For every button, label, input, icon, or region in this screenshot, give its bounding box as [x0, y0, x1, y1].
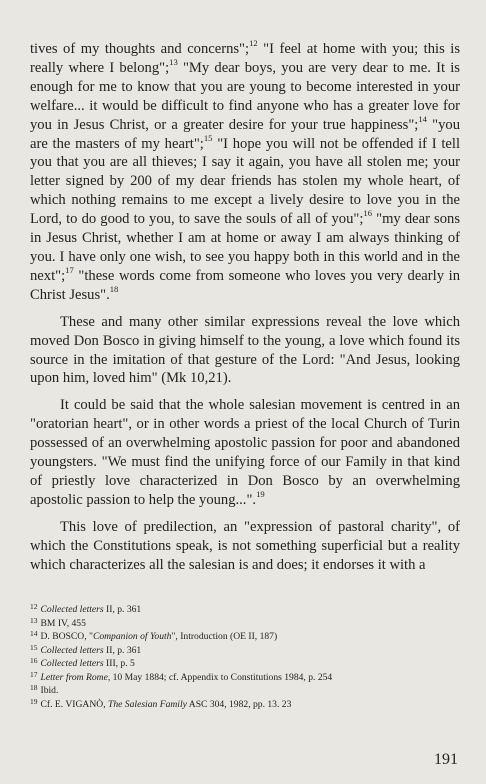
- footnote-ref: 12: [249, 38, 258, 49]
- italic-text: Letter from Rome: [40, 671, 108, 683]
- text-run: II, p. 361: [103, 644, 142, 656]
- footnote: [30, 617, 460, 631]
- text-run: BM IV, 455: [40, 617, 86, 629]
- footnote-number: 17: [30, 669, 38, 679]
- text-run: II, p. 361: [103, 604, 142, 615]
- text-run: tives of my thoughts and concerns";: [30, 41, 250, 57]
- text-run: , 10 May 1884; cf. Appendix to Constitutions 1984, p. 254: [107, 671, 333, 683]
- footnote-number: 14: [30, 629, 38, 638]
- italic-text: Collected letters: [40, 644, 104, 656]
- footnote: [30, 684, 460, 698]
- footnote-ref: 14: [418, 113, 427, 124]
- page-number: 191: [434, 751, 458, 768]
- footnote-number: 16: [30, 656, 38, 665]
- paragraph: [30, 396, 460, 509]
- paragraph: [30, 40, 460, 305]
- italic-text: Collected letters: [40, 604, 104, 615]
- text-run: "I hope you will not be offended if I tell you that you are all thieves; I say it again, you have all stolen me; your letter signed by 200 of my dear friends has stolen my whole heart, of which nothing remains to me except a lively desire to love you in the Lord, to do good to you, to save the souls of all of you";: [30, 135, 461, 228]
- paragraph: [30, 518, 460, 575]
- italic-text: The Salesian Family: [108, 698, 187, 710]
- footnote-number: 15: [30, 642, 38, 652]
- paragraph: [30, 313, 460, 389]
- text-run: "you are the masters of my heart";: [30, 116, 460, 152]
- text-run: D. BOSCO, ": [40, 631, 93, 642]
- footnote: [30, 698, 460, 712]
- text-run: "My dear boys, you are very dear to me. It is enough for me to know that you are young to become interested in your welfare... it would be difficult to find anyone who has a greater love for you in Jesus Christ, or a greater desire for your true happiness";: [30, 59, 460, 133]
- text-run: It could be said that the whole salesian movement is centred in an "oratorian heart", or in other words a priest of the local Church of Turin possessed of an overwhelming apostolic passion for poor and abandoned youngsters. "We must find the unifying force of our Family in that kind of priestly love characterized in Don Bosco by an overwhelming apostolic passion to help the young...".: [30, 397, 460, 508]
- text-run: Cf. E. VIGANÒ,: [40, 698, 109, 710]
- text-run: "I feel at home with you; this is really where I belong";: [30, 41, 460, 76]
- text-run: "these words come from someone who loves you very dearly in Christ Jesus".: [30, 267, 460, 303]
- footnote: [30, 603, 460, 617]
- footnote-number: 12: [30, 602, 38, 611]
- footnote: [30, 630, 460, 644]
- footnote: [30, 657, 460, 671]
- text-run: III, p. 5: [103, 658, 135, 669]
- footnote-number: 19: [30, 696, 38, 706]
- footnote-number: 18: [30, 683, 38, 692]
- footnote-ref: 16: [363, 208, 372, 219]
- text-run: These and many other similar expressions reveal the love which moved Don Bosco in giving himself to the young, a love which found its source in the imitation of that gesture of the Lord: "And Jesus, looking upon him, loved him" (Mk 10,21).: [30, 313, 460, 387]
- text-run: Ibid.: [40, 685, 59, 696]
- text-run: This love of predilection, an "expression of pastoral charity", of which the Constitutions speak, is not something superficial but a reality which characterizes all the salesian is and does; it endorses it with a: [30, 518, 460, 573]
- footnote-ref: 19: [256, 488, 265, 499]
- footnote-number: 13: [30, 615, 38, 625]
- text-run: ", Introduction (OE II, 187): [171, 631, 278, 642]
- footnote: [30, 671, 460, 685]
- text-run: ASC 304, 1982, pp. 13. 23: [186, 698, 292, 710]
- footnote: [30, 644, 460, 658]
- footnote-ref: 13: [169, 57, 178, 68]
- main-text: [30, 40, 460, 574]
- footnote-ref: 15: [203, 132, 213, 143]
- italic-text: Collected letters: [40, 658, 104, 669]
- footnote-ref: 18: [109, 283, 119, 294]
- footnotes: [30, 603, 460, 711]
- italic-text: Companion of Youth: [92, 631, 172, 642]
- footnote-ref: 17: [65, 265, 74, 276]
- text-run: "my dear sons in Jesus Christ, whether I am at home or away I am always thinking of you. I have only one wish, to see you happy both in this world and in the next";: [30, 211, 461, 284]
